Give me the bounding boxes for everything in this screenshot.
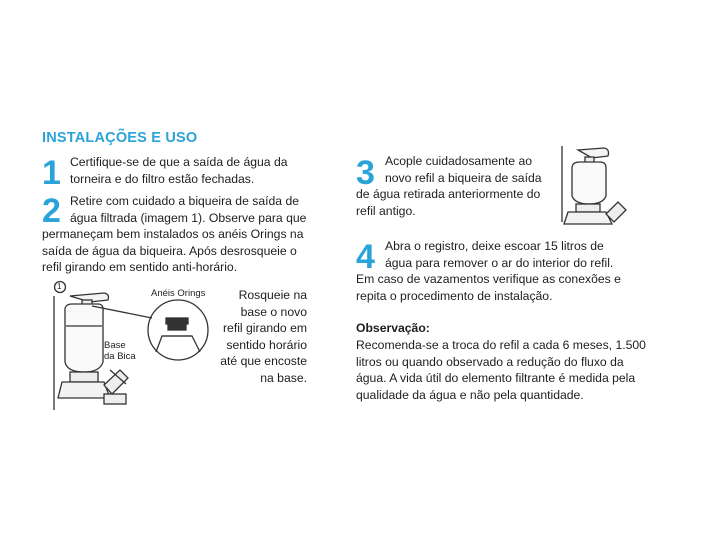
step-2-line: refil girando em sentido anti-horário.: [42, 260, 238, 275]
step-2-number: 2: [42, 192, 61, 230]
step-4-number: 4: [356, 238, 375, 276]
image-number: 1: [57, 282, 62, 291]
instruction-line: base o novo: [240, 304, 307, 319]
step-3-line: refil antigo.: [356, 203, 416, 218]
step-4-line: Em caso de vazamentos verifique as conexões e: [356, 272, 621, 286]
step-3-number: 3: [356, 154, 375, 192]
instruction-line: sentido horário: [226, 337, 307, 352]
observation-line: qualidade da água e não pela quantidade.: [356, 387, 584, 402]
observation-line: água. A vida útil do elemento filtrante é medida pela: [356, 371, 636, 386]
step-2-line: Retire com cuidado a biqueira de saída de: [70, 194, 299, 208]
step-2-line: permaneçam bem instalados os anéis Orings na: [42, 227, 304, 241]
step-4-line: repita o procedimento de instalação.: [356, 288, 553, 303]
observation-text: [356, 337, 646, 403]
step-4-text-cont: [356, 271, 621, 304]
step-4-line: água para remover o ar do interior do refil.: [385, 255, 614, 270]
step-2-line: água filtrada (imagem 1). Observe para que: [70, 210, 307, 225]
observation-heading: Observação:: [356, 321, 430, 335]
step-4-line: Abra o registro, deixe escoar 15 litros de: [385, 239, 604, 253]
instruction-line: refil girando em: [223, 321, 307, 336]
step-1-number: 1: [42, 154, 61, 192]
instruction-line: até que encoste: [220, 354, 307, 369]
step-3-line: Acople cuidadosamente ao: [385, 154, 533, 168]
step-2-line: saída de água da biqueira. Após desrosqueie o: [42, 243, 297, 258]
step-1-line: torneira e do filtro estão fechadas.: [70, 171, 255, 186]
section-title: INSTALAÇÕES E USO: [42, 130, 198, 146]
step-3-line: de água retirada anteriormente do: [356, 187, 541, 201]
step-3-line: novo refil a biqueira de saída: [385, 170, 542, 185]
instruction-line: na base.: [260, 370, 307, 385]
base-label-line: Base: [104, 340, 126, 351]
step-1-line: Certifique-se de que a saída de água da: [70, 155, 288, 169]
observation-line: litros ou quando observado a redução do fluxo da: [356, 354, 624, 369]
instruction-line: Rosqueie na: [238, 288, 307, 302]
base-label-line: da Bica: [104, 351, 136, 362]
observation-line: Recomenda-se a troca do refil a cada 6 meses, 1.500: [356, 338, 646, 352]
step-4-text: [385, 238, 613, 271]
orings-label: Anéis Orings: [151, 288, 206, 299]
